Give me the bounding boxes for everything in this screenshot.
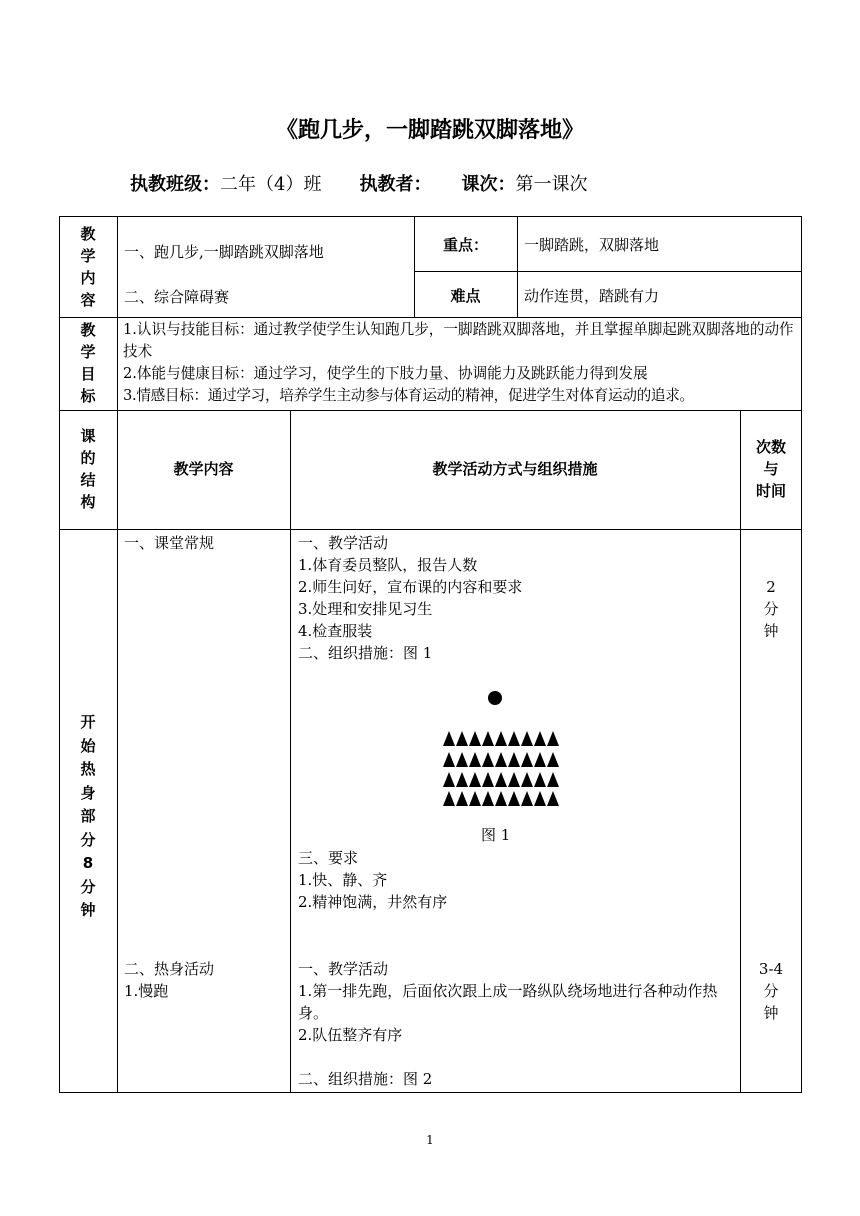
page-number: 1: [426, 1133, 434, 1147]
triangle-student-icon: [534, 752, 546, 767]
triangle-student-icon: [482, 772, 494, 787]
time-1: 2 分 钟: [763, 578, 779, 640]
triangle-student-icon: [508, 791, 520, 806]
triangle-student-icon: [456, 752, 468, 767]
triangle-student-icon: [495, 772, 507, 787]
difficulty-value: 动作连贯，踏跳有力: [524, 287, 660, 305]
teacher-circle-icon: [488, 691, 502, 705]
triangle-student-icon: [534, 731, 546, 746]
triangle-student-icon: [495, 731, 507, 746]
goal-3: 3.情感目标：通过学习，培养学生主动参与体育运动的精神，促进学生对体育运动的追求。: [123, 387, 694, 404]
triangle-student-icon: [547, 791, 559, 806]
triangle-student-icon: [508, 752, 520, 767]
triangle-student-icon: [456, 731, 468, 746]
triangle-student-icon: [521, 791, 533, 806]
goals-row-header: 教 学 目 标: [80, 321, 96, 405]
triangle-student-icon: [482, 752, 494, 767]
key-point-label: 重点：: [442, 236, 488, 254]
student-row-2: [443, 752, 560, 768]
activity-2: 一、教学活动 1.第一排先跑，后面依次跟上成一路纵队绕场地进行各种动作热身。 2.队伍整齐有序 二、组织措施：图 2: [298, 960, 718, 1088]
document-title: 《跑几步，一脚踏跳双脚落地》: [275, 118, 584, 143]
content-warmup: 二、热身活动 1.慢跑: [124, 960, 215, 1000]
triangle-student-icon: [495, 752, 507, 767]
difficulty-label: 难点: [450, 287, 481, 305]
teacher-label: 执教者：: [359, 174, 432, 195]
content-routine: 一、课堂常规: [124, 534, 215, 552]
triangle-student-icon: [482, 791, 494, 806]
lesson-label: 课次：: [461, 174, 516, 195]
triangle-student-icon: [456, 772, 468, 787]
triangle-student-icon: [469, 731, 481, 746]
teaching-content-header: 教学内容: [173, 460, 234, 478]
key-point-value: 一脚踏跳，双脚落地: [524, 236, 660, 254]
triangle-student-icon: [469, 791, 481, 806]
student-row-3: [443, 772, 560, 788]
lesson-info: [130, 170, 587, 196]
triangle-student-icon: [508, 731, 520, 746]
triangle-student-icon: [521, 752, 533, 767]
content-item-2: 二、综合障碍赛: [124, 288, 230, 306]
triangle-student-icon: [521, 731, 533, 746]
triangle-student-icon: [534, 772, 546, 787]
formation-figure-1: [440, 688, 564, 808]
triangle-student-icon: [443, 772, 455, 787]
class-value: 二年（4）班: [220, 174, 322, 195]
triangle-student-icon: [469, 772, 481, 787]
class-label: 执教班级：: [130, 174, 220, 195]
triangle-student-icon: [469, 752, 481, 767]
triangle-student-icon: [534, 791, 546, 806]
triangle-student-icon: [495, 791, 507, 806]
triangle-student-icon: [521, 772, 533, 787]
triangle-student-icon: [443, 752, 455, 767]
figure-1-caption: 图 1: [481, 826, 511, 844]
triangle-student-icon: [547, 752, 559, 767]
content-row-header: 教 学 内 容: [80, 225, 96, 309]
time-2: 3-4 分 钟: [758, 960, 784, 1022]
goals-text: [123, 319, 799, 407]
time-header: 次数 与 时间: [755, 438, 786, 500]
triangle-student-icon: [443, 791, 455, 806]
content-item-1: 一、跑几步,一脚踏跳双脚落地: [124, 243, 324, 261]
requirements-1: 三、要求 1.快、静、齐 2.精神饱满，井然有序: [298, 849, 448, 911]
lesson-value: 第一课次: [515, 174, 588, 195]
goal-1: 1.认识与技能目标：通过教学使学生认知跑几步，一脚踏跳双脚落地，并且掌握单脚起跳双脚落地的动作技术: [123, 321, 794, 360]
triangle-student-icon: [482, 731, 494, 746]
triangle-student-icon: [508, 772, 520, 787]
activities-header: 教学活动方式与组织措施: [432, 460, 598, 478]
structure-header: 课 的 结 构: [80, 427, 96, 511]
activity-1: 一、教学活动 1.体育委员整队，报告人数 2.师生问好，宣布课的内容和要求 3.处理和安排见习生 4.检查服装 二、组织措施：图 1: [298, 534, 523, 662]
triangle-student-icon: [456, 791, 468, 806]
triangle-student-icon: [443, 731, 455, 746]
triangle-student-icon: [547, 772, 559, 787]
triangle-student-icon: [547, 731, 559, 746]
student-row-1: [443, 731, 560, 747]
student-row-4: [443, 791, 560, 807]
goal-2: 2.体能与健康目标：通过学习，使学生的下肢力量、协调能力及跳跃能力得到发展: [123, 365, 648, 382]
warmup-section-label: 开 始 热 身 部 分 8 分 钟: [80, 713, 96, 919]
